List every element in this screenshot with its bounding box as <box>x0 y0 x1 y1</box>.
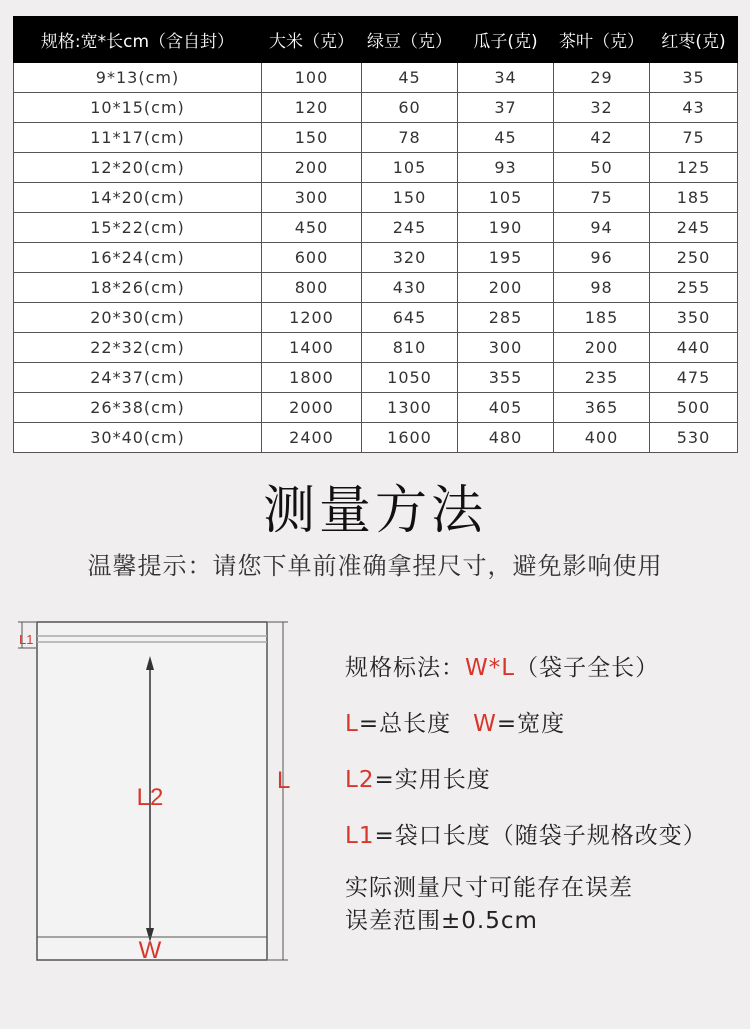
notation-prefix: 规格标法： <box>345 655 465 681</box>
capacity-cell: 1400 <box>262 333 362 363</box>
section-title: 测量方法 <box>262 481 487 541</box>
size-cell: 12*20(cm) <box>14 153 262 183</box>
label-w: W <box>138 937 162 964</box>
column-header: 大米（克） <box>262 17 362 63</box>
size-cell: 26*38(cm) <box>14 393 262 423</box>
table-row <box>14 273 738 303</box>
capacity-cell: 1800 <box>262 363 362 393</box>
size-cell: 15*22(cm) <box>14 213 262 243</box>
spec-line-notation <box>345 648 745 704</box>
capacity-cell: 250 <box>650 243 738 273</box>
width-definition: =宽度 <box>496 711 566 737</box>
table-row <box>14 303 738 333</box>
capacity-cell: 245 <box>362 213 458 243</box>
capacity-cell: 45 <box>362 63 458 93</box>
capacity-cell: 245 <box>650 213 738 243</box>
capacity-cell: 810 <box>362 333 458 363</box>
capacity-cell: 600 <box>262 243 362 273</box>
capacity-cell: 440 <box>650 333 738 363</box>
capacity-cell: 29 <box>554 63 650 93</box>
capacity-cell: 1200 <box>262 303 362 333</box>
capacity-cell: 350 <box>650 303 738 333</box>
capacity-cell: 285 <box>458 303 554 333</box>
column-header: 绿豆（克） <box>362 17 458 63</box>
spec-table-container <box>13 16 737 453</box>
capacity-cell: 365 <box>554 393 650 423</box>
capacity-cell: 355 <box>458 363 554 393</box>
column-header: 红枣(克) <box>650 17 738 63</box>
capacity-cell: 32 <box>554 93 650 123</box>
capacity-cell: 45 <box>458 123 554 153</box>
table-row <box>14 93 738 123</box>
column-header: 规格:宽*长cm（含自封） <box>14 17 262 63</box>
bag-measurement-diagram <box>0 600 340 980</box>
spec-line-l1 <box>345 816 745 872</box>
capacity-cell: 320 <box>362 243 458 273</box>
tip-text: 温馨提示：请您下单前准确拿捏尺寸，避免影响使用 <box>87 552 663 580</box>
capacity-cell: 150 <box>262 123 362 153</box>
capacity-cell: 1050 <box>362 363 458 393</box>
capacity-cell: 475 <box>650 363 738 393</box>
spec-line-l2 <box>345 760 745 816</box>
capacity-cell: 1300 <box>362 393 458 423</box>
table-row <box>14 333 738 363</box>
capacity-cell: 235 <box>554 363 650 393</box>
capacity-cell: 125 <box>650 153 738 183</box>
capacity-cell: 2400 <box>262 423 362 453</box>
capacity-cell: 93 <box>458 153 554 183</box>
table-body <box>14 63 738 453</box>
capacity-cell: 105 <box>458 183 554 213</box>
capacity-cell: 300 <box>458 333 554 363</box>
capacity-cell: 645 <box>362 303 458 333</box>
error-note: 实际测量尺寸可能存在误差 <box>345 875 633 901</box>
capacity-cell: 195 <box>458 243 554 273</box>
capacity-cell: 800 <box>262 273 362 303</box>
capacity-cell: 200 <box>262 153 362 183</box>
capacity-cell: 75 <box>650 123 738 153</box>
capacity-cell: 200 <box>554 333 650 363</box>
capacity-cell: 200 <box>458 273 554 303</box>
size-cell: 20*30(cm) <box>14 303 262 333</box>
label-l: L <box>277 767 291 794</box>
capacity-cell: 2000 <box>262 393 362 423</box>
spec-line-length-width <box>345 704 745 760</box>
capacity-cell: 35 <box>650 63 738 93</box>
capacity-cell: 530 <box>650 423 738 453</box>
capacity-cell: 43 <box>650 93 738 123</box>
table-row <box>14 393 738 423</box>
capacity-cell: 37 <box>458 93 554 123</box>
length-symbol: L <box>345 711 359 737</box>
capacity-cell: 78 <box>362 123 458 153</box>
error-range-note: 误差范围±0.5cm <box>345 908 538 934</box>
label-l2: L2 <box>136 784 164 811</box>
label-l1: L1 <box>19 632 34 647</box>
notation-suffix: （袋子全长） <box>515 655 660 681</box>
capacity-cell: 190 <box>458 213 554 243</box>
table-row <box>14 423 738 453</box>
capacity-cell: 1600 <box>362 423 458 453</box>
table-header-row <box>14 17 738 63</box>
capacity-cell: 42 <box>554 123 650 153</box>
l2-symbol: L2 <box>345 767 375 793</box>
size-cell: 14*20(cm) <box>14 183 262 213</box>
size-cell: 10*15(cm) <box>14 93 262 123</box>
table-row <box>14 183 738 213</box>
capacity-cell: 60 <box>362 93 458 123</box>
table-row <box>14 63 738 93</box>
size-cell: 24*37(cm) <box>14 363 262 393</box>
capacity-cell: 75 <box>554 183 650 213</box>
table-row <box>14 153 738 183</box>
size-cell: 18*26(cm) <box>14 273 262 303</box>
table-row <box>14 243 738 273</box>
capacity-cell: 300 <box>262 183 362 213</box>
capacity-cell: 255 <box>650 273 738 303</box>
spec-capacity-table <box>13 16 738 453</box>
capacity-cell: 150 <box>362 183 458 213</box>
capacity-cell: 100 <box>262 63 362 93</box>
capacity-cell: 185 <box>650 183 738 213</box>
size-cell: 22*32(cm) <box>14 333 262 363</box>
capacity-cell: 105 <box>362 153 458 183</box>
measurement-specs <box>345 648 745 938</box>
l2-definition: =实用长度 <box>374 767 491 793</box>
capacity-cell: 480 <box>458 423 554 453</box>
capacity-cell: 34 <box>458 63 554 93</box>
length-definition: =总长度 <box>358 711 452 737</box>
capacity-cell: 94 <box>554 213 650 243</box>
size-cell: 11*17(cm) <box>14 123 262 153</box>
size-cell: 9*13(cm) <box>14 63 262 93</box>
capacity-cell: 185 <box>554 303 650 333</box>
width-symbol: W <box>473 711 497 737</box>
l1-symbol: L1 <box>345 823 375 849</box>
table-row <box>14 363 738 393</box>
capacity-cell: 430 <box>362 273 458 303</box>
table-row <box>14 213 738 243</box>
capacity-cell: 96 <box>554 243 650 273</box>
notation-formula: W*L <box>465 655 516 681</box>
l1-definition: =袋口长度（随袋子规格改变） <box>374 823 707 849</box>
column-header: 茶叶（克） <box>554 17 650 63</box>
capacity-cell: 120 <box>262 93 362 123</box>
capacity-cell: 98 <box>554 273 650 303</box>
column-header: 瓜子(克) <box>458 17 554 63</box>
capacity-cell: 400 <box>554 423 650 453</box>
table-row <box>14 123 738 153</box>
capacity-cell: 450 <box>262 213 362 243</box>
capacity-cell: 500 <box>650 393 738 423</box>
capacity-cell: 405 <box>458 393 554 423</box>
size-cell: 16*24(cm) <box>14 243 262 273</box>
capacity-cell: 50 <box>554 153 650 183</box>
size-cell: 30*40(cm) <box>14 423 262 453</box>
